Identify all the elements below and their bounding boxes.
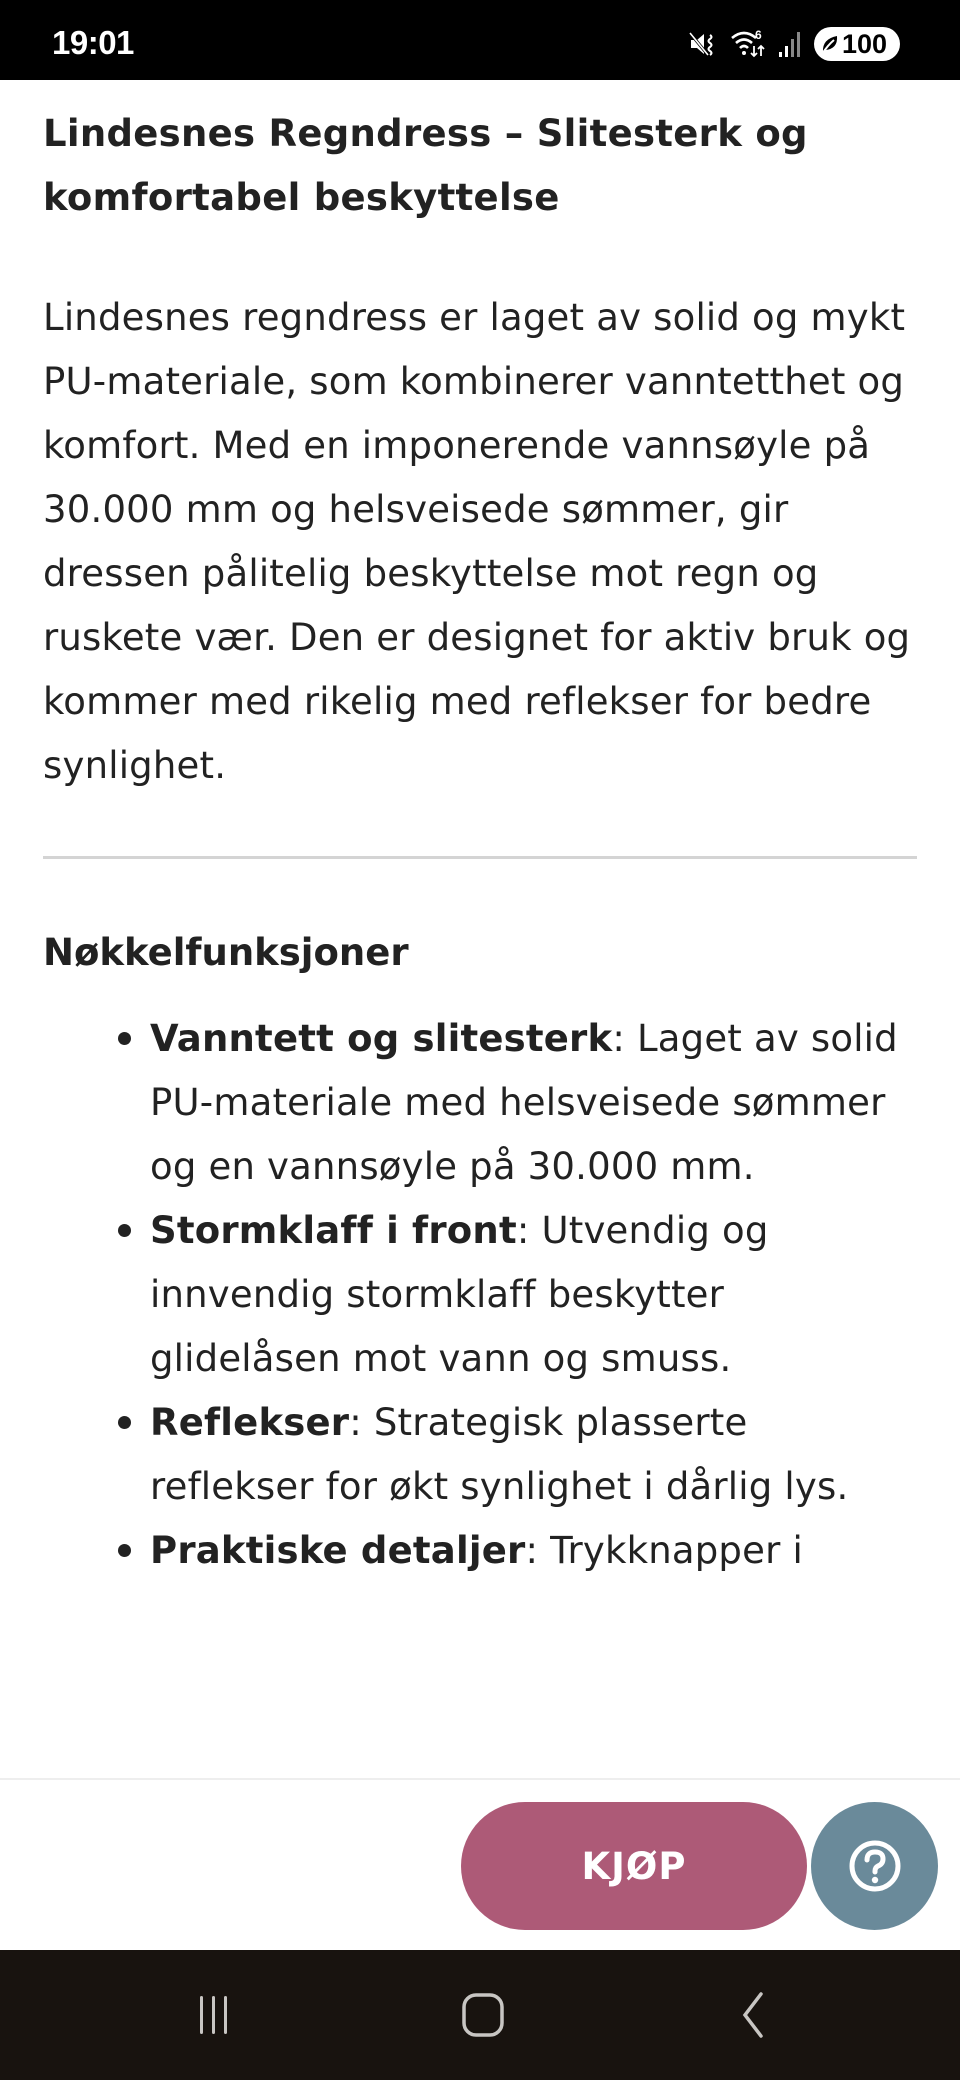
status-bar: [0, 0, 960, 80]
feature-name: Vanntett og slitesterk: [150, 1017, 613, 1060]
feature-item: [150, 1391, 917, 1519]
product-title: Lindesnes Regndress – Slitesterk og komfortabel beskyttelse: [43, 112, 808, 219]
battery-level: 100: [842, 28, 888, 59]
back-icon: [732, 1991, 772, 2039]
help-icon: [847, 1838, 903, 1894]
signal-icon: [778, 30, 802, 58]
feature-name: Praktiske detaljer: [150, 1529, 526, 1572]
recents-icon: [192, 1993, 236, 2037]
mute-icon: [688, 29, 718, 59]
feature-text: : Laget av solid PU-materiale med helsveisede sømmer og en vannsøyle på 30.000 mm.: [150, 1017, 898, 1188]
navigation-bar: [0, 1950, 960, 2080]
features-list: [43, 1007, 917, 1583]
back-button[interactable]: [672, 1950, 832, 2080]
feature-item: [150, 1199, 917, 1391]
divider: [43, 856, 917, 859]
bullet-icon: [118, 1224, 131, 1237]
home-icon: [459, 1991, 507, 2039]
bullet-icon: [118, 1544, 131, 1557]
svg-text:6: 6: [755, 28, 762, 42]
bullet-icon: [118, 1032, 131, 1045]
product-description-text: Lindesnes regndress er laget av solid og mykt PU-materiale, som kombinerer vanntetthet og komfort. Med en imponerende vannsøyle på 30.000 mm og helsveisede sømmer, gir dressen pålitelig beskyttelse mot regn og ruskete vær. Den er designet for aktiv bruk og kommer med rikelig med reflekser for bedre synlighet.: [43, 296, 911, 787]
bullet-icon: [118, 1416, 131, 1429]
features-heading: Nøkkelfunksjoner: [43, 931, 409, 974]
feature-item: [150, 1007, 917, 1199]
feature-item: [150, 1519, 917, 1583]
product-description: [0, 80, 960, 1778]
help-button[interactable]: [811, 1802, 938, 1930]
action-bar: [0, 1778, 960, 1950]
buy-button[interactable]: KJØP: [461, 1802, 807, 1930]
battery-indicator: [814, 27, 900, 61]
wifi-icon: [730, 28, 766, 60]
recents-button[interactable]: [134, 1950, 294, 2080]
feature-text: : Trykknapper i: [525, 1529, 803, 1572]
status-icons: [688, 26, 900, 62]
feature-name: Stormklaff i front: [150, 1209, 517, 1252]
battery-saver-icon: [820, 33, 840, 55]
feature-text: : Utvendig og innvendig stormklaff beskytter glidelåsen mot vann og smuss.: [150, 1209, 769, 1380]
home-button[interactable]: [403, 1950, 563, 2080]
status-time: 19:01: [52, 24, 134, 61]
feature-text: : Strategisk plasserte reflekser for økt synlighet i dårlig lys.: [150, 1401, 849, 1508]
feature-name: Reflekser: [150, 1401, 350, 1444]
